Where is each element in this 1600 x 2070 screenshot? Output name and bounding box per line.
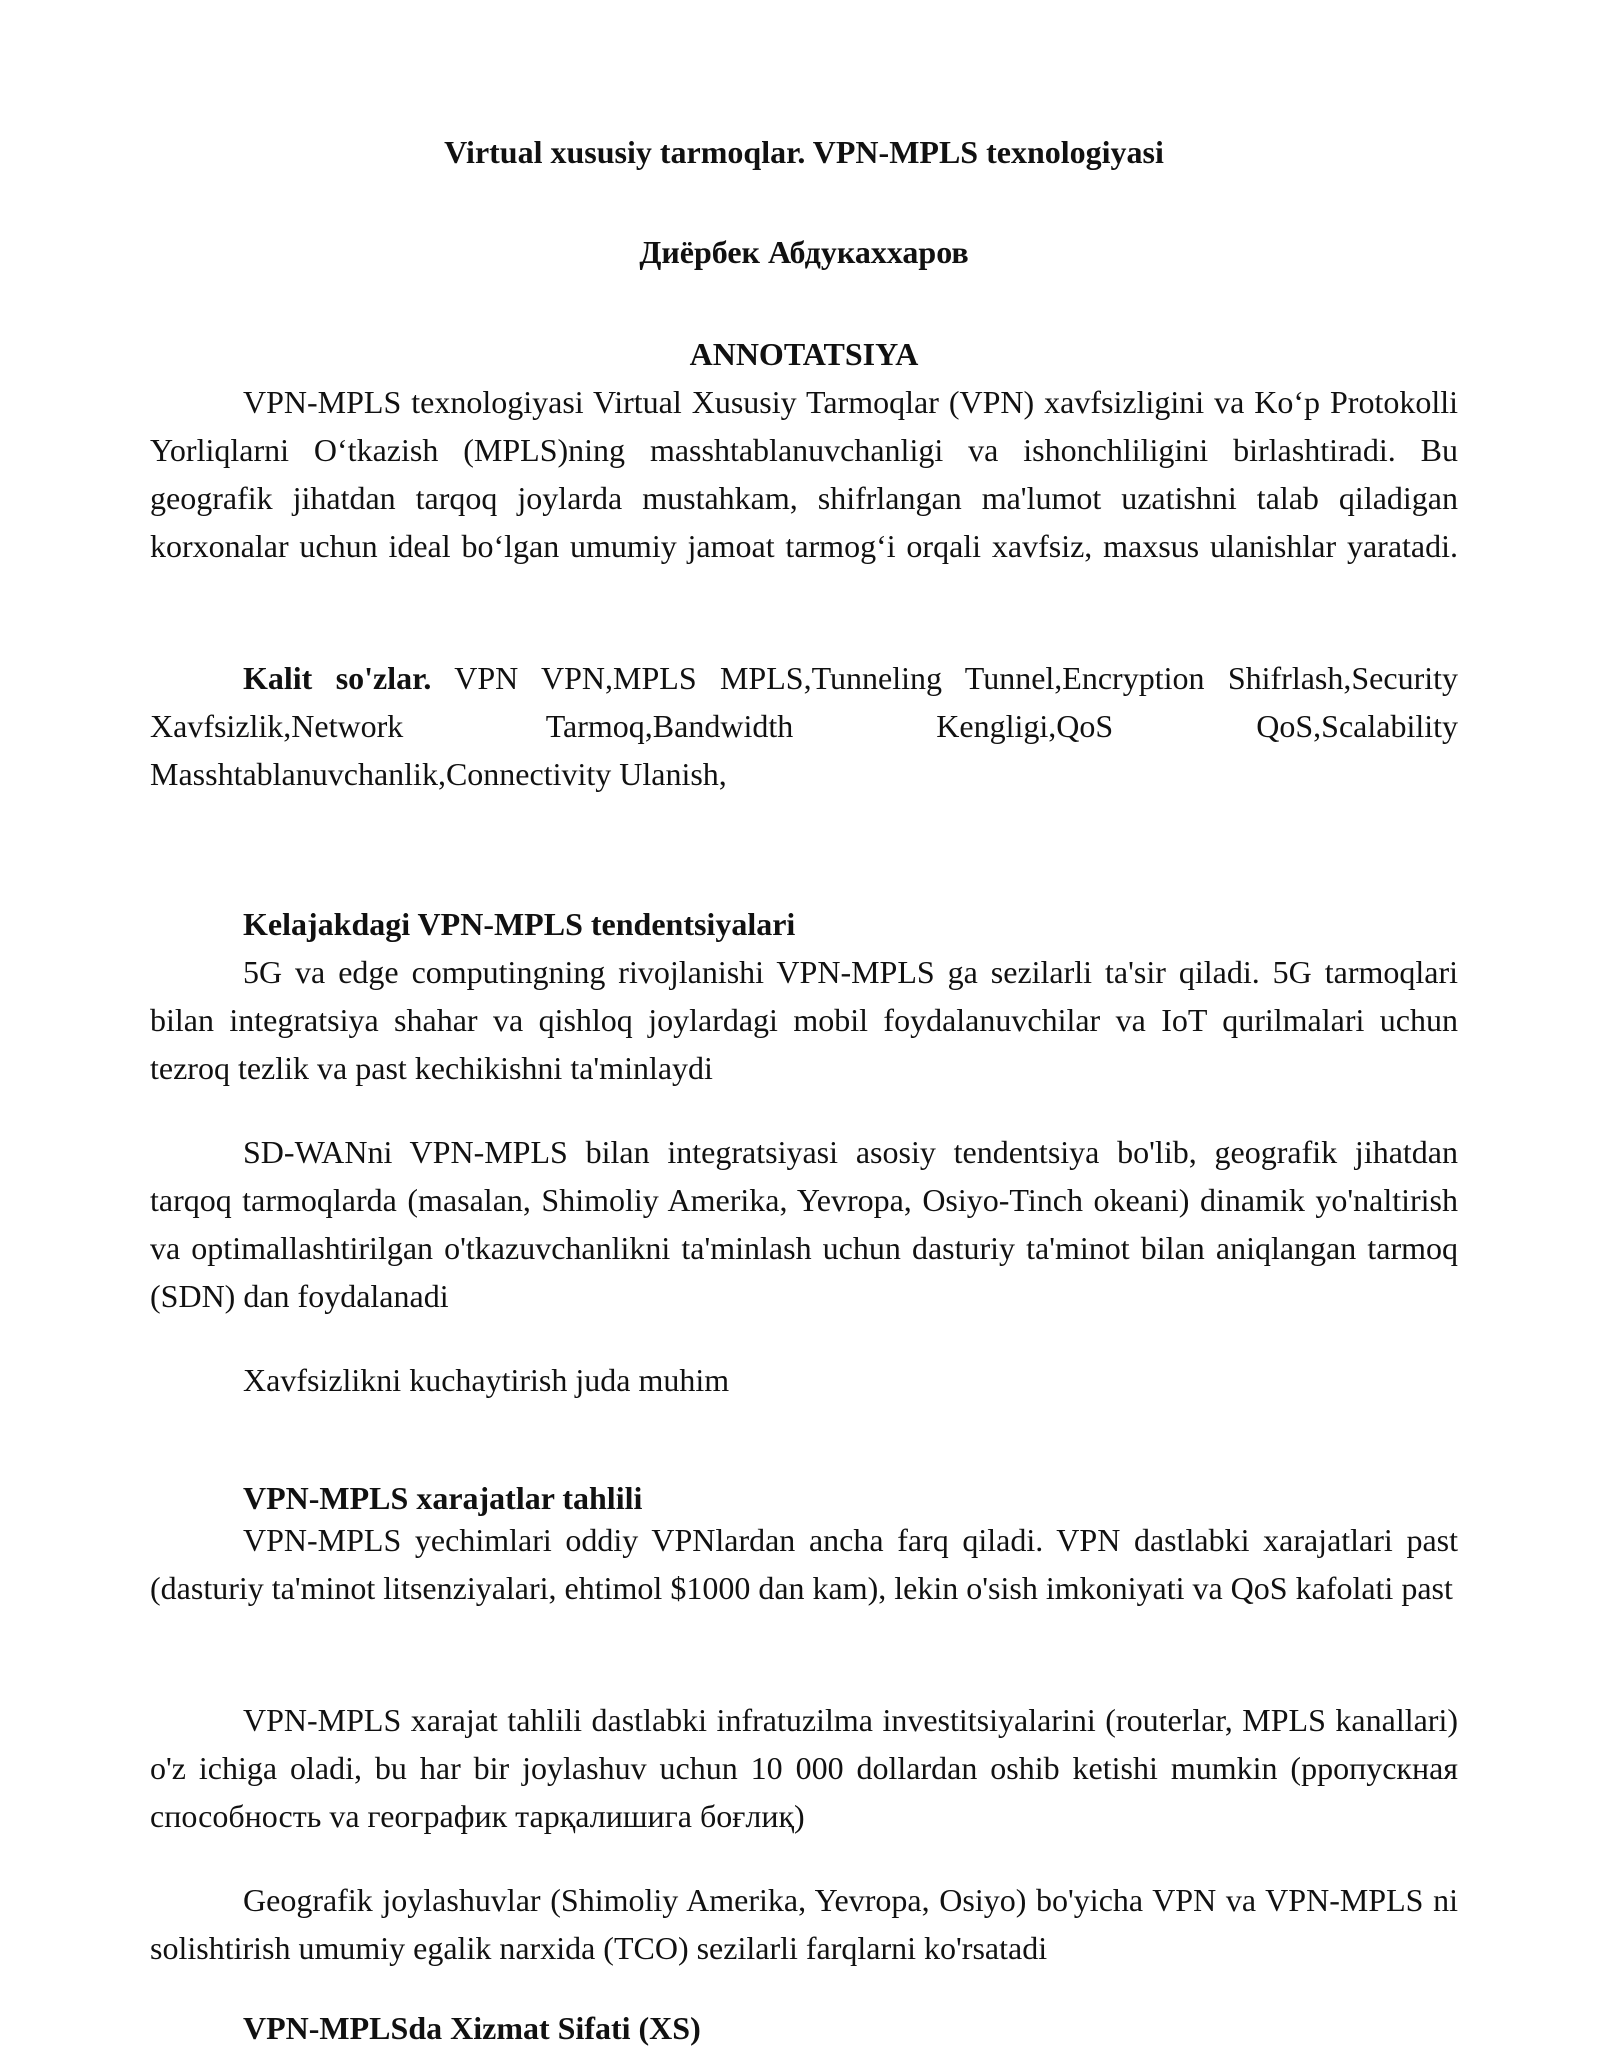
section-heading-trends: Kelajakdagi VPN-MPLS tendentsiyalari — [243, 906, 796, 942]
document-title: Virtual xususiy tarmoqlar. VPN-MPLS texnologiyasi — [444, 134, 1164, 170]
keywords-text: VPN VPN,MPLS MPLS,Tunneling Tunnel,Encryption Shifrlash,Security Xavfsizlik,Network Tarmoq,Bandwidth Kengligi,QoS QoS,Scalability Masshtablanuvchanlik,Connectivity Ulanish, — [150, 660, 1459, 792]
trends-paragraph-1: 5G va edge computingning rivojlanishi VPN-MPLS ga sezilarli ta'sir qiladi. 5G tarmoqlari bilan integratsiya shahar va qishloq joylardagi mobil foydalanuvchilar va IoT qurilmalari uchun tezroq tezlik va past kechikishni ta'minlaydi — [150, 954, 1458, 1086]
section-heading-costs: VPN-MPLS xarajatlar tahlili — [243, 1480, 643, 1516]
costs-paragraph-3: Geografik joylashuvlar (Shimoliy Amerika, Yevropa, Osiyo) bo'yicha VPN va VPN-MPLS ni solishtirish umumiy egalik narxida (TCO) sezilarli farqlarni ko'rsatadi — [150, 1882, 1458, 1966]
costs-paragraph-2: VPN-MPLS xarajat tahlili dastlabki infratuzilma investitsiyalarini (routerlar, MPLS kanallari) o'z ichiga oladi, bu har bir joylashuv uchun 10 000 dollardan oshib ketishi mumkin (pропускная способность va географик тарқалишига боғлиқ) — [150, 1702, 1458, 1834]
trends-paragraph-2: SD-WANni VPN-MPLS bilan integratsiyasi asosiy tendentsiya bo'lib, geografik jihatdan tarqoq tarmoqlarda (masalan, Shimoliy Amerika, Yevropa, Osiyo-Tinch okeani) dinamik yo'naltirish va optimallashtirilgan o'tkazuvchanlikni ta'minlash uchun dasturiy ta'minot bilan aniqlangan tarmoq (SDN) dan foydalanadi — [150, 1134, 1458, 1314]
document-author: Диёрбек Абдукаххаров — [639, 234, 969, 270]
section-heading-qos: VPN-MPLSda Xizmat Sifati (XS) — [243, 2010, 701, 2046]
annotation-paragraph: VPN-MPLS texnologiyasi Virtual Xususiy Tarmoqlar (VPN) xavfsizligini va Koʻp Protokolli Yorliqlarni Oʻtkazish (MPLS)ning masshtablanuvchanligi va ishonchliligini birlashtiradi. Bu geografik jihatdan tarqoq joylarda mustahkam, shifrlangan ma'lumot uzatishni talab qiladigan korxonalar uchun ideal boʻlgan umumiy jamoat tarmogʻi orqali xavfsiz, maxsus ulanishlar yaratadi. — [150, 384, 1458, 564]
trends-paragraph-3: Xavfsizlikni kuchaytirish juda muhim — [243, 1362, 730, 1398]
costs-paragraph-1: VPN-MPLS yechimlari oddiy VPNlardan ancha farq qiladi. VPN dastlabki xarajatlari past (dasturiy ta'minot litsenziyalari, ehtimol $1000 dan kam), lekin o'sish imkoniyati va QoS kafolati past — [150, 1522, 1458, 1606]
keywords-label: Kalit so'zlar. — [243, 660, 432, 696]
keywords-paragraph — [150, 654, 1458, 798]
annotation-heading: ANNOTATSIYA — [689, 336, 919, 372]
